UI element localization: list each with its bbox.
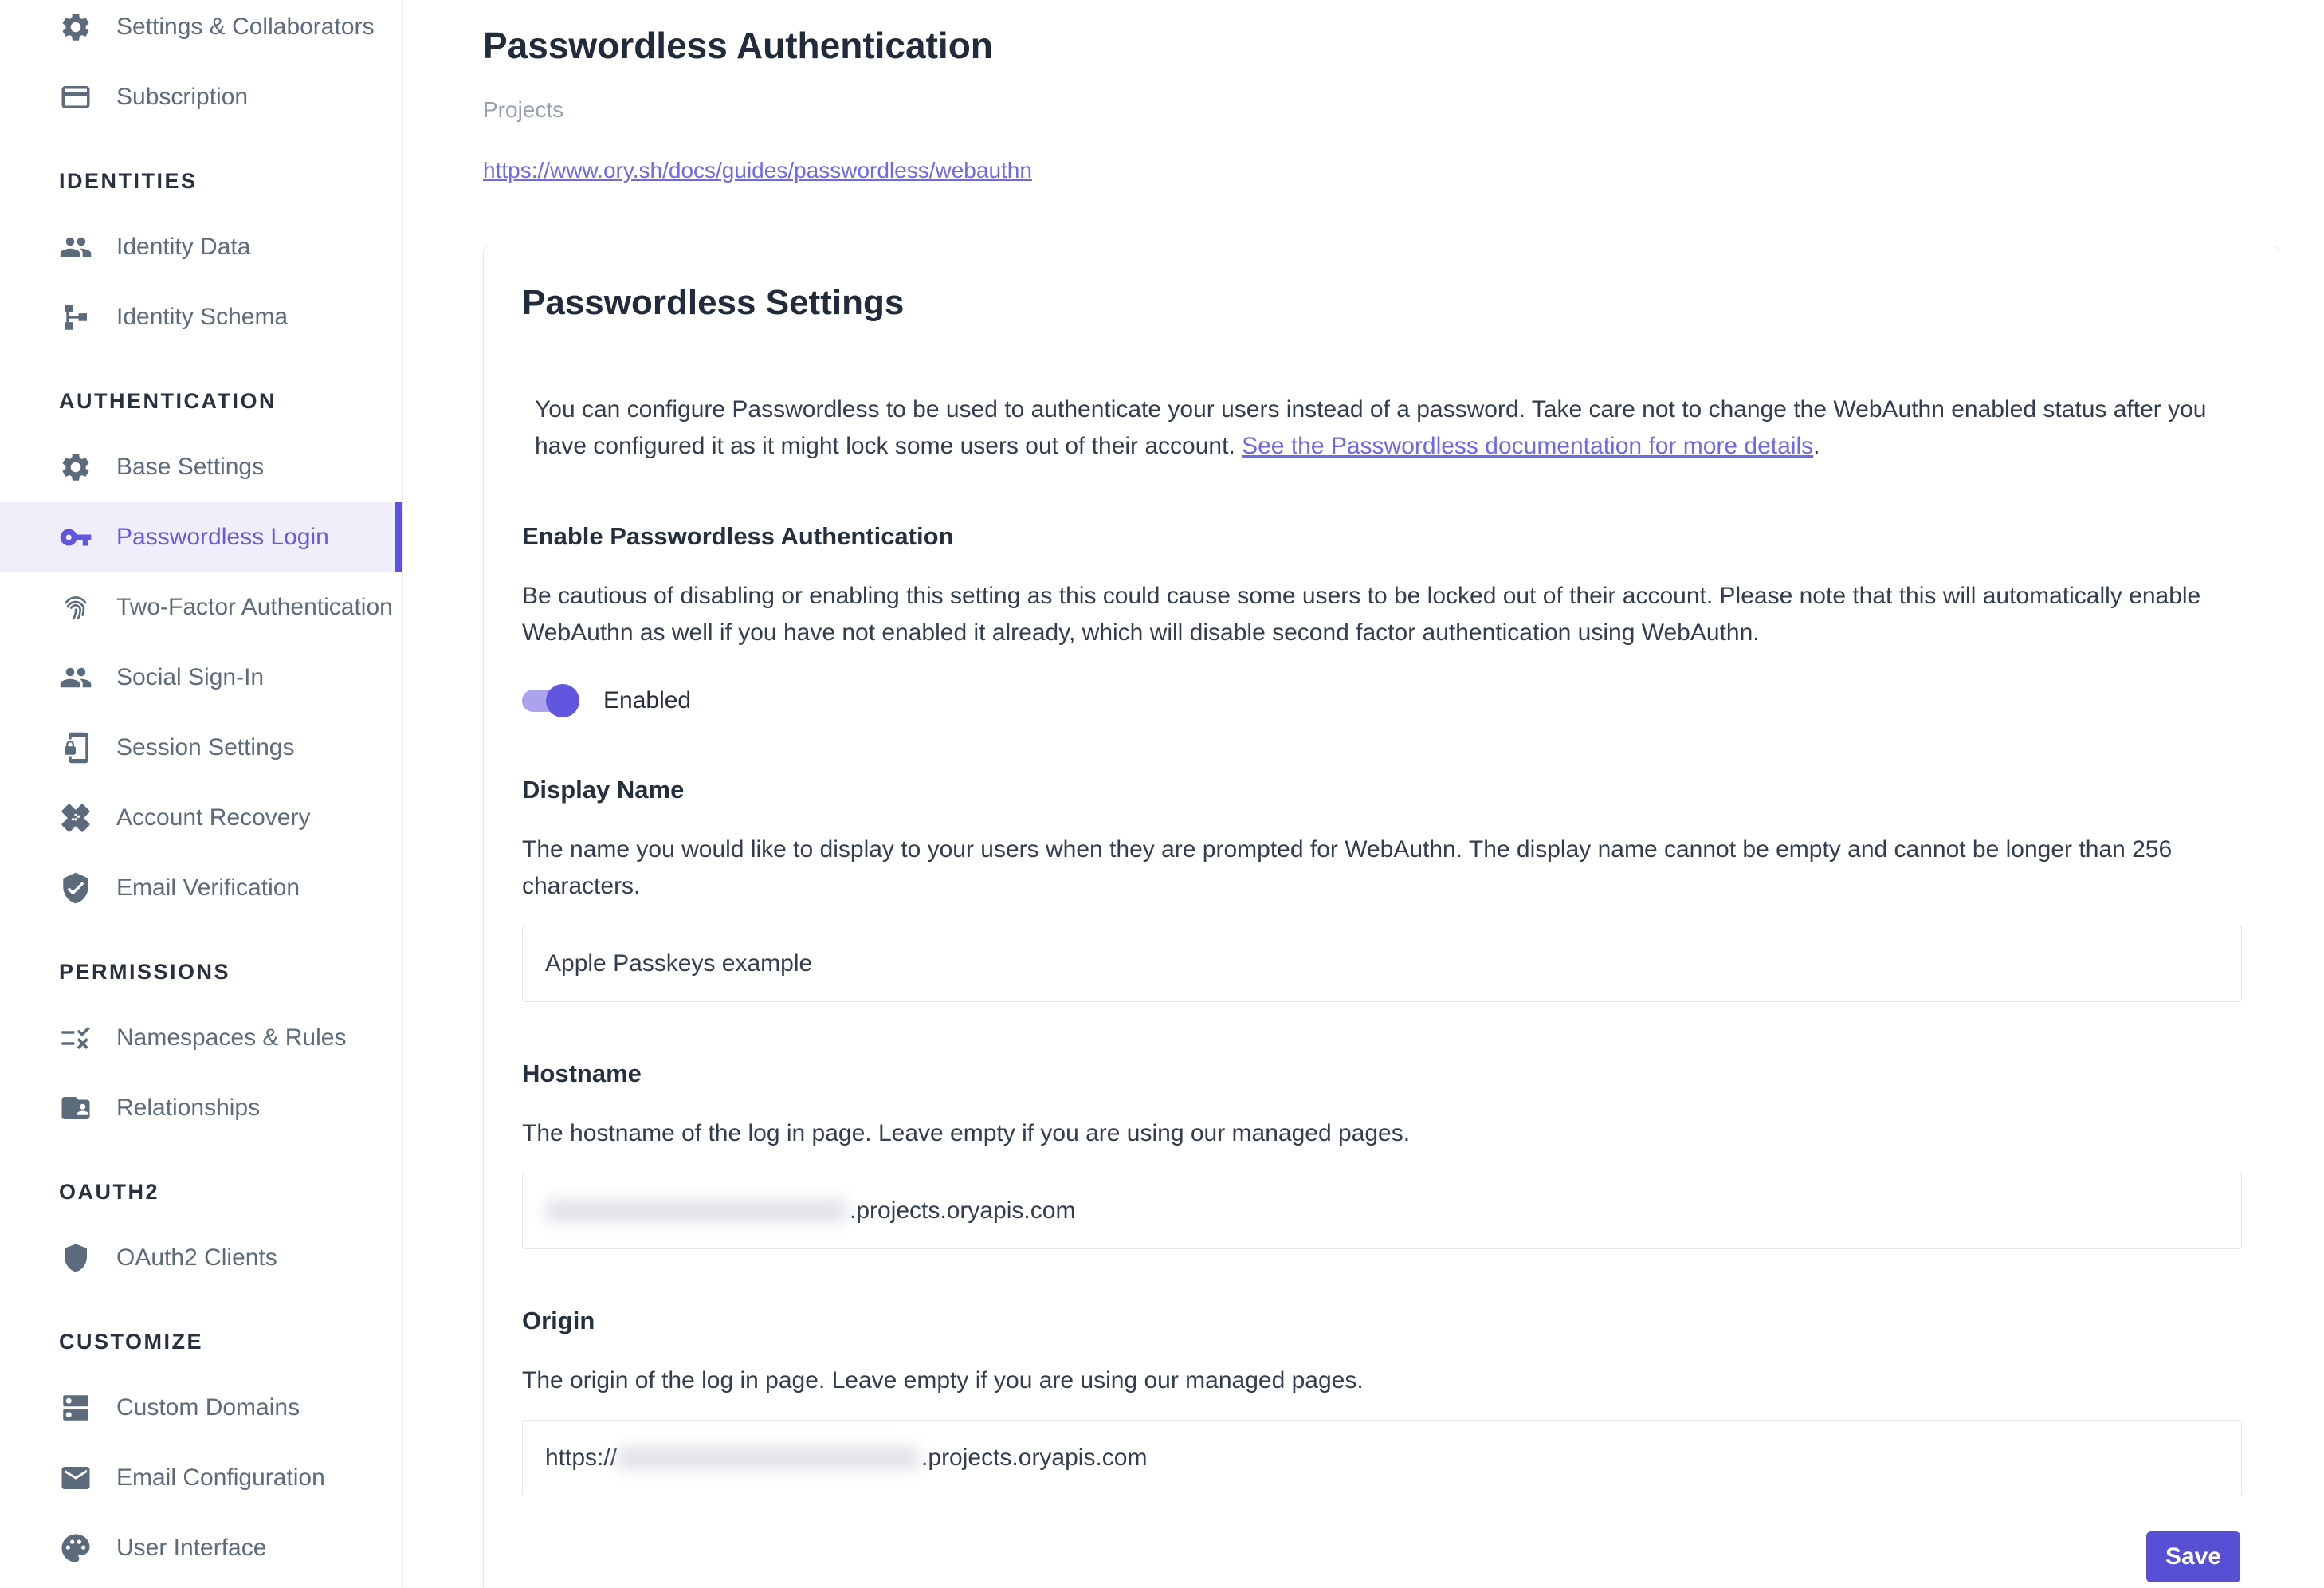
sidebar-item-identity-data[interactable] bbox=[0, 212, 402, 282]
phone-lock-icon bbox=[59, 731, 92, 765]
sidebar-item-label: Identity Data bbox=[116, 234, 251, 260]
folder-user-icon bbox=[59, 1091, 92, 1125]
save-button[interactable]: Save bbox=[2146, 1531, 2240, 1582]
sidebar-item-identity-schema[interactable] bbox=[0, 282, 402, 352]
save-row bbox=[522, 1531, 2240, 1582]
sidebar-item-oauth2-clients[interactable] bbox=[0, 1223, 402, 1293]
sidebar-item-label: Account Recovery bbox=[116, 804, 311, 831]
key-icon bbox=[59, 521, 92, 554]
redacted-hostname-slug bbox=[545, 1199, 848, 1223]
sidebar-item-label: User Interface bbox=[116, 1535, 267, 1561]
sidebar-item-label: Namespaces & Rules bbox=[116, 1024, 347, 1051]
sidebar-item-account-recovery[interactable] bbox=[0, 783, 402, 853]
toggle-label: Enabled bbox=[603, 687, 692, 713]
credit-card-icon bbox=[59, 81, 92, 114]
page-title: Passwordless Authentication bbox=[483, 25, 993, 66]
sidebar-item-custom-domains[interactable] bbox=[0, 1373, 402, 1443]
gear-icon bbox=[59, 10, 92, 44]
intro-text: You can configure Passwordless to be used to authenticate your users instead of a password. Take care not to change the WebAuthn enabled status after you have configured it as it might lock some users out of their account. bbox=[535, 396, 2207, 459]
origin-suffix: .projects.oryapis.com bbox=[921, 1445, 1148, 1471]
sidebar-item-user-interface[interactable] bbox=[0, 1513, 402, 1583]
hostname-description: The hostname of the log in page. Leave empty if you are using our managed pages. bbox=[522, 1120, 1411, 1146]
sidebar-item-session-settings[interactable] bbox=[0, 713, 402, 783]
passwordless-docs-link[interactable]: See the Passwordless documentation for more details bbox=[1242, 433, 1814, 459]
sidebar-item-label: Session Settings bbox=[116, 734, 295, 761]
main-content bbox=[403, 0, 2324, 1588]
origin-description: The origin of the log in page. Leave empty if you are using our managed pages. bbox=[522, 1367, 1364, 1393]
toggle-thumb bbox=[546, 684, 579, 717]
hostname-suffix: .projects.oryapis.com bbox=[850, 1197, 1076, 1224]
sidebar-item-passwordless-login[interactable] bbox=[0, 502, 402, 572]
people-icon bbox=[59, 230, 92, 264]
bandage-icon bbox=[59, 801, 92, 835]
card-title: Passwordless Settings bbox=[522, 283, 905, 322]
sidebar-section-permissions: PERMISSIONS bbox=[59, 959, 231, 984]
sidebar-item-two-factor[interactable] bbox=[0, 572, 402, 643]
sidebar bbox=[0, 0, 403, 1588]
sidebar-item-label: Email Configuration bbox=[116, 1464, 325, 1491]
redacted-origin-slug bbox=[617, 1446, 920, 1470]
fingerprint-icon bbox=[59, 591, 92, 624]
enable-toggle-row bbox=[522, 683, 2240, 718]
sidebar-section-authentication: AUTHENTICATION bbox=[59, 388, 277, 413]
display-name-input[interactable] bbox=[522, 926, 2242, 1002]
sidebar-item-label: Custom Domains bbox=[116, 1394, 300, 1421]
passwordless-settings-card bbox=[483, 246, 2279, 1588]
sidebar-item-label: Email Verification bbox=[116, 875, 300, 901]
sidebar-section-identities: IDENTITIES bbox=[59, 168, 198, 193]
sidebar-item-relationships[interactable] bbox=[0, 1073, 402, 1143]
sidebar-item-base-settings[interactable] bbox=[0, 432, 402, 502]
origin-heading: Origin bbox=[522, 1307, 595, 1334]
intro-paragraph bbox=[535, 391, 2240, 465]
sidebar-item-settings-collaborators[interactable] bbox=[0, 0, 402, 62]
sidebar-item-label: Settings & Collaborators bbox=[116, 14, 375, 40]
sidebar-item-namespaces-rules[interactable] bbox=[0, 1003, 402, 1073]
sidebar-section-customize: CUSTOMIZE bbox=[59, 1329, 204, 1354]
shield-check-icon bbox=[59, 871, 92, 905]
origin-prefix: https:// bbox=[545, 1445, 618, 1471]
hostname-heading: Hostname bbox=[522, 1059, 642, 1087]
intro-suffix: . bbox=[1813, 433, 1820, 459]
palette-icon bbox=[59, 1531, 92, 1565]
enable-heading: Enable Passwordless Authentication bbox=[522, 522, 954, 550]
sidebar-item-label: Identity Schema bbox=[116, 304, 289, 330]
breadcrumb: Projects bbox=[483, 97, 564, 122]
sidebar-item-label: OAuth2 Clients bbox=[116, 1244, 277, 1271]
shield-icon bbox=[59, 1241, 92, 1275]
sidebar-item-label: Relationships bbox=[116, 1095, 261, 1121]
docs-link[interactable]: https://www.ory.sh/docs/guides/passwordless/webauthn bbox=[483, 158, 1032, 183]
display-name-description: The name you would like to display to your users when they are prompted for WebAuthn. The display name cannot be empty and cannot be longer than 256 characters. bbox=[522, 836, 2173, 899]
enable-description: Be cautious of disabling or enabling this setting as this could cause some users to be locked out of their account. Please note that this will automatically enable WebAuthn as well if you have not enabled it already, which will disable second factor authentication using WebAuthn. bbox=[522, 583, 2201, 646]
mail-icon bbox=[59, 1461, 92, 1495]
server-icon bbox=[59, 1391, 92, 1425]
sidebar-item-email-configuration[interactable] bbox=[0, 1443, 402, 1513]
origin-input[interactable] bbox=[522, 1420, 2242, 1496]
display-name-heading: Display Name bbox=[522, 776, 685, 804]
hostname-input[interactable] bbox=[522, 1173, 2242, 1249]
sidebar-item-label: Two-Factor Authentication bbox=[116, 594, 393, 620]
sidebar-item-label: Subscription bbox=[116, 84, 249, 110]
passwordless-toggle[interactable] bbox=[522, 690, 576, 712]
sidebar-item-social-sign-in[interactable] bbox=[0, 643, 402, 713]
sidebar-item-label: Passwordless Login bbox=[116, 524, 329, 550]
sidebar-item-label: Base Settings bbox=[116, 454, 265, 480]
sidebar-section-oauth2: OAUTH2 bbox=[59, 1179, 160, 1204]
sidebar-item-subscription[interactable] bbox=[0, 62, 402, 132]
rules-icon bbox=[59, 1021, 92, 1055]
people-icon bbox=[59, 661, 92, 694]
schema-icon bbox=[59, 301, 92, 334]
sidebar-item-email-verification[interactable] bbox=[0, 853, 402, 923]
sidebar-item-label: Social Sign-In bbox=[116, 664, 265, 690]
gear-icon bbox=[59, 450, 92, 484]
